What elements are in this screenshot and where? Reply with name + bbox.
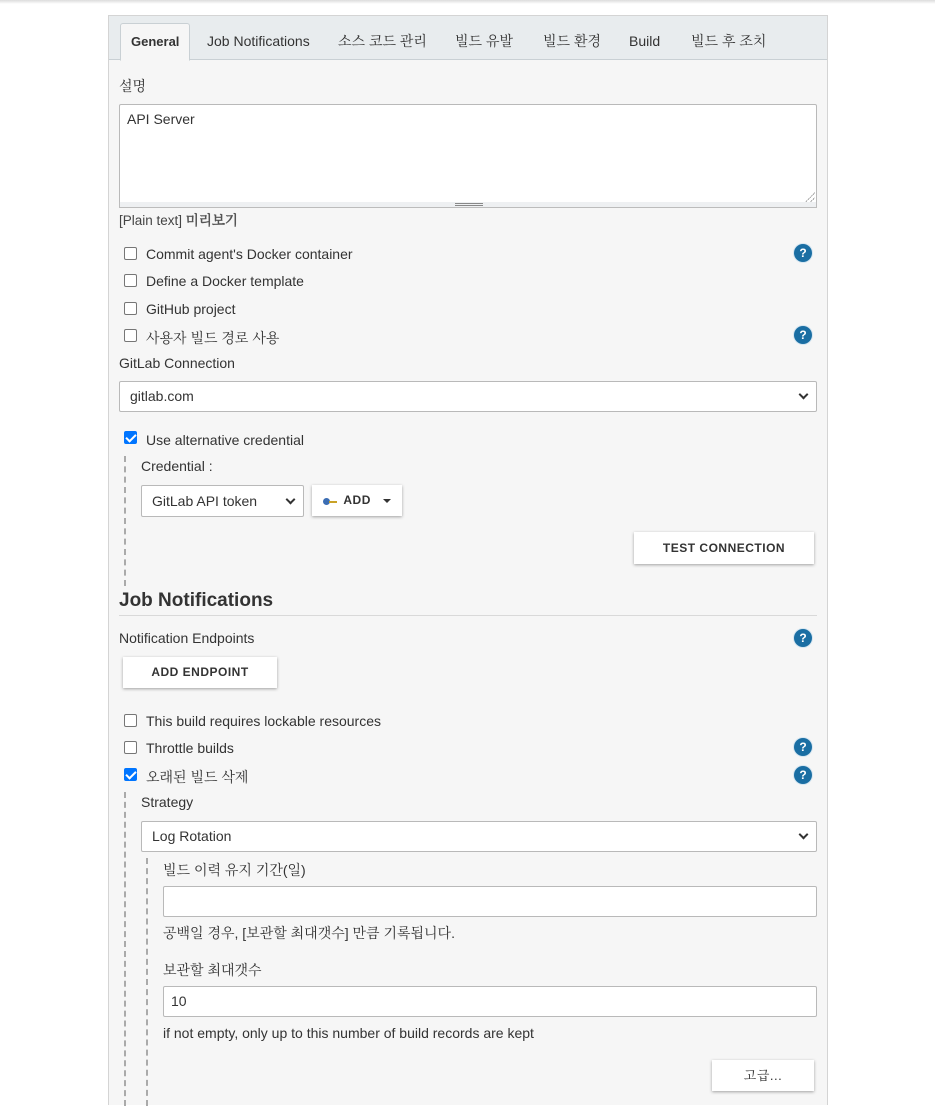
top-shadow (0, 0, 935, 4)
nested-guide-line (124, 792, 126, 1106)
help-icon[interactable]: ? (794, 766, 812, 784)
credential-label: Credential : (141, 458, 213, 474)
help-icon[interactable]: ? (794, 244, 812, 262)
format-text: [Plain text] (119, 213, 183, 228)
tab-build-environment[interactable]: 빌드 환경 (543, 33, 601, 49)
help-icon[interactable]: ? (794, 629, 812, 647)
lockable-resources-checkbox[interactable] (124, 714, 137, 727)
nested-guide-line (124, 456, 126, 586)
chevron-down-icon (799, 830, 809, 840)
use-alt-credential-label: Use alternative credential (146, 432, 304, 448)
docker-commit-checkbox[interactable] (124, 247, 137, 260)
strategy-select[interactable] (141, 821, 817, 852)
tab-bar (109, 16, 827, 60)
tab-build[interactable]: Build (629, 33, 661, 49)
caret-down-icon (383, 499, 391, 503)
markup-format (119, 209, 238, 229)
throttle-builds-label: Throttle builds (146, 740, 234, 756)
discard-old-builds-checkbox[interactable] (124, 768, 137, 781)
section-divider (119, 615, 817, 616)
nested-guide-line (146, 858, 148, 1106)
strategy-label: Strategy (141, 794, 194, 810)
chevron-down-icon (286, 495, 296, 505)
docker-commit-label: Commit agent's Docker container (146, 246, 353, 262)
add-endpoint-button[interactable]: ADD ENDPOINT (123, 657, 277, 688)
notification-endpoints-label: Notification Endpoints (119, 630, 255, 646)
credential-value: GitLab API token (152, 493, 258, 509)
github-project-label: GitHub project (146, 301, 236, 317)
max-builds-input[interactable]: 10 (163, 986, 817, 1017)
custom-workspace-label: 사용자 빌드 경로 사용 (146, 330, 280, 346)
lockable-resources-label: This build requires lockable resources (146, 713, 381, 729)
test-connection-button[interactable]: TEST CONNECTION (634, 532, 814, 564)
days-to-keep-input[interactable] (163, 886, 817, 917)
chevron-down-icon (799, 390, 809, 400)
section-title-job-notifications: Job Notifications (119, 590, 274, 611)
throttle-builds-checkbox[interactable] (124, 741, 137, 754)
resize-grip-icon[interactable] (805, 192, 815, 202)
preview-link[interactable]: 미리보기 (185, 213, 238, 228)
github-project-checkbox[interactable] (124, 302, 137, 315)
description-textarea[interactable] (119, 104, 817, 204)
advanced-button[interactable]: 고급... (712, 1060, 814, 1091)
key-icon (323, 496, 337, 506)
config-panel (108, 15, 828, 1105)
tab-source-code[interactable]: 소스 코드 관리 (338, 33, 427, 49)
discard-old-builds-label: 오래된 빌드 삭제 (146, 769, 249, 785)
tab-job-notifications[interactable]: Job Notifications (207, 33, 310, 49)
docker-template-label: Define a Docker template (146, 273, 304, 289)
credential-select[interactable] (141, 485, 304, 517)
strategy-value: Log Rotation (152, 828, 232, 844)
days-to-keep-label: 빌드 이력 유지 기간(일) (163, 862, 306, 878)
days-to-keep-hint: 공백일 경우, [보관할 최대갯수] 만큼 기록됩니다. (163, 925, 455, 941)
gitlab-connection-select[interactable] (119, 381, 817, 412)
help-icon[interactable]: ? (794, 738, 812, 756)
gitlab-connection-label: GitLab Connection (119, 355, 235, 371)
docker-template-checkbox[interactable] (124, 274, 137, 287)
tab-post-build[interactable]: 빌드 후 조치 (691, 33, 767, 49)
add-credential-button[interactable] (312, 485, 402, 516)
gitlab-connection-value: gitlab.com (130, 388, 194, 404)
textarea-resize-bar[interactable] (119, 202, 817, 208)
add-label: ADD (343, 493, 371, 507)
custom-workspace-checkbox[interactable] (124, 329, 137, 342)
use-alt-credential-checkbox[interactable] (124, 431, 137, 444)
max-builds-hint: if not empty, only up to this number of build records are kept (163, 1025, 534, 1041)
help-icon[interactable]: ? (794, 326, 812, 344)
tab-build-triggers[interactable]: 빌드 유발 (455, 33, 513, 49)
max-builds-label: 보관할 최대갯수 (163, 962, 262, 978)
description-label: 설명 (119, 78, 147, 94)
description-value: API Server (127, 111, 195, 127)
tab-general[interactable]: General (120, 23, 190, 61)
